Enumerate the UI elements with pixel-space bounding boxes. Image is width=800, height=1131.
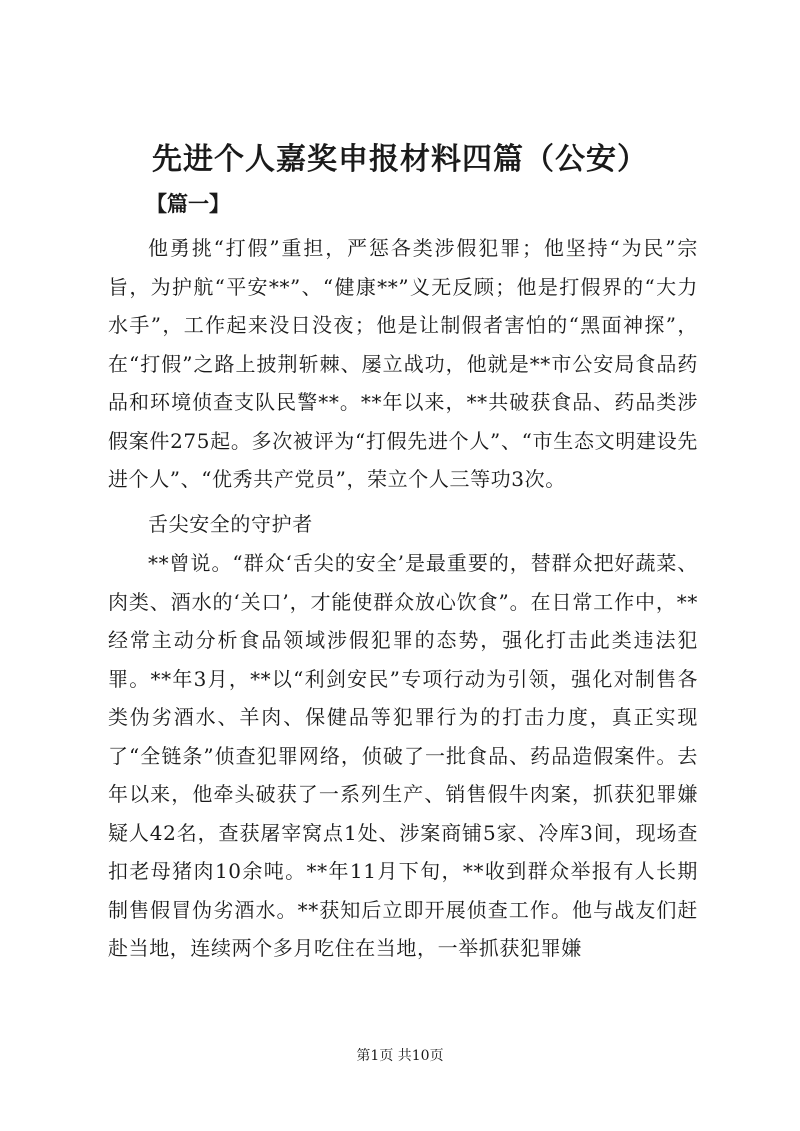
document-title: 先进个人嘉奖申报材料四篇（公安）: [152, 142, 648, 177]
page-footer: 第1页 共10页: [356, 1048, 444, 1064]
subheading-food-safety: 舌尖安全的守护者: [148, 512, 313, 536]
paragraph-intro: 他勇挑“打假”重担，严惩各类涉假犯罪；他坚持“为民”宗旨，为护航“平安**”、“健康**”义无反顾；他是打假界的“大力水手”，工作起来没日没夜；他是让制假者害怕的“黑面神探”，在“打假”之路上披荆斩棘、屡立战功，他就是**市公安局食品药品和环境侦查支队民警**。**年以来，**共破获食品、药品类涉假案件275起。多次被评为“打假先进个人”、“市生态文明建设先进个人”、“优秀共产党员”，荣立个人三等功3次。: [108, 236, 698, 491]
section-label: 【篇一】: [146, 191, 230, 216]
paragraph-food-safety: **曾说。“群众‘舌尖的安全’是最重要的，替群众把好蔬菜、肉类、酒水的‘关口’，才能使群众放心饮食”。在日常工作中，**经常主动分析食品领域涉假犯罪的态势，强化打击此类违法犯罪。**年3月，**以“利剑安民”专项行动为引领，强化对制售各类伪劣酒水、羊肉、保健品等犯罪行为的打击力度，真正实现了“全链条”侦查犯罪网络，侦破了一批食品、药品造假案件。去年以来，他牵头破获了一系列生产、销售假牛肉案，抓获犯罪嫌疑人42名，查获屠宰窝点1处、涉案商铺5家、冷库3间，现场查扣老母猪肉10余吨。**年11月下旬，**收到群众举报有人长期制售假冒伪劣酒水。**获知后立即开展侦查工作。他与战友们赶赴当地，连续两个多月吃住在当地，一举抓获犯罪嫌: [108, 551, 698, 960]
